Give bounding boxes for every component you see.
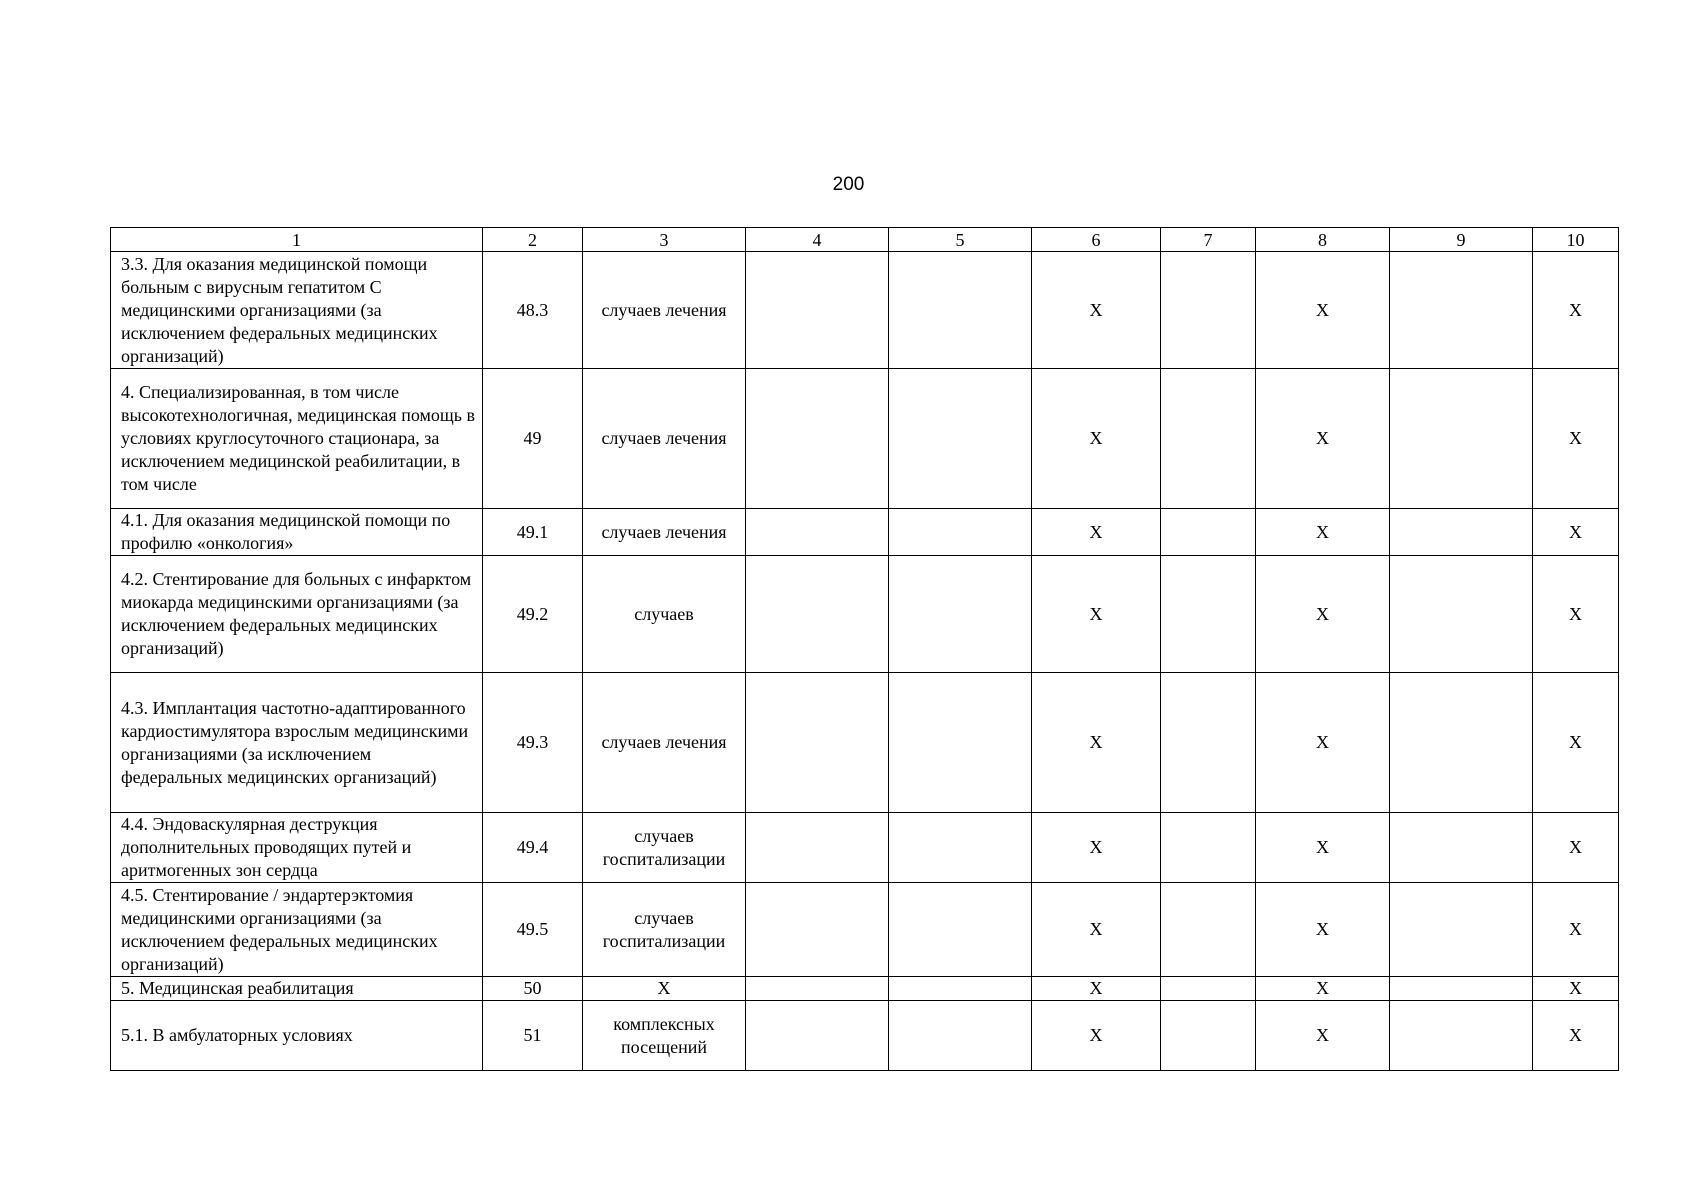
cell-col8: X bbox=[1256, 369, 1390, 509]
cell-col8: X bbox=[1256, 977, 1390, 1001]
cell-col8: X bbox=[1256, 509, 1390, 556]
column-header: 7 bbox=[1161, 228, 1256, 252]
data-table bbox=[110, 227, 1619, 1071]
cell-col8: X bbox=[1256, 813, 1390, 883]
column-header: 3 bbox=[583, 228, 746, 252]
cell-col10: X bbox=[1533, 509, 1619, 556]
cell-col10: X bbox=[1533, 673, 1619, 813]
cell-col9 bbox=[1390, 369, 1533, 509]
cell-col10: X bbox=[1533, 556, 1619, 673]
cell-col4 bbox=[746, 556, 889, 673]
column-header: 6 bbox=[1032, 228, 1161, 252]
row-code: 50 bbox=[483, 977, 583, 1001]
row-description: 3.3. Для оказания медицинской помощи больным с вирусным гепатитом С медицинскими организациями (за исключением федеральных медицинских организаций) bbox=[111, 252, 483, 369]
cell-col8: X bbox=[1256, 1001, 1390, 1071]
cell-col6: X bbox=[1032, 1001, 1161, 1071]
column-header: 10 bbox=[1533, 228, 1619, 252]
cell-col4 bbox=[746, 673, 889, 813]
cell-col9 bbox=[1390, 556, 1533, 673]
cell-col10: X bbox=[1533, 813, 1619, 883]
row-description: 4.2. Стентирование для больных с инфарктом миокарда медицинскими организациями (за исключением федеральных медицинских организаций) bbox=[111, 556, 483, 673]
table-row bbox=[111, 1001, 1619, 1071]
cell-col9 bbox=[1390, 1001, 1533, 1071]
column-header: 4 bbox=[746, 228, 889, 252]
cell-col4 bbox=[746, 883, 889, 977]
cell-col5 bbox=[889, 673, 1032, 813]
row-code: 48.3 bbox=[483, 252, 583, 369]
row-unit: случаев bbox=[583, 556, 746, 673]
row-description: 4.5. Стентирование / эндартерэктомия медицинскими организациями (за исключением федеральных медицинских организаций) bbox=[111, 883, 483, 977]
row-description: 4.3. Имплантация частотно-адаптированного кардиостимулятора взрослым медицинскими организациями (за исключением федеральных медицинских организаций) bbox=[111, 673, 483, 813]
cell-col7 bbox=[1161, 369, 1256, 509]
table-header-row bbox=[111, 228, 1619, 252]
cell-col9 bbox=[1390, 813, 1533, 883]
cell-col6: X bbox=[1032, 883, 1161, 977]
cell-col4 bbox=[746, 252, 889, 369]
cell-col10: X bbox=[1533, 1001, 1619, 1071]
cell-col4 bbox=[746, 977, 889, 1001]
cell-col5 bbox=[889, 977, 1032, 1001]
row-code: 49.4 bbox=[483, 813, 583, 883]
table-row bbox=[111, 369, 1619, 509]
row-code: 51 bbox=[483, 1001, 583, 1071]
row-description: 4.4. Эндоваскулярная деструкция дополнительных проводящих путей и аритмогенных зон сердца bbox=[111, 813, 483, 883]
table-row bbox=[111, 556, 1619, 673]
table-row bbox=[111, 883, 1619, 977]
row-code: 49 bbox=[483, 369, 583, 509]
cell-col6: X bbox=[1032, 813, 1161, 883]
row-description: 5.1. В амбулаторных условиях bbox=[111, 1001, 483, 1071]
cell-col5 bbox=[889, 509, 1032, 556]
cell-col8: X bbox=[1256, 883, 1390, 977]
cell-col5 bbox=[889, 1001, 1032, 1071]
cell-col5 bbox=[889, 556, 1032, 673]
cell-col7 bbox=[1161, 252, 1256, 369]
column-header: 9 bbox=[1390, 228, 1533, 252]
table-row bbox=[111, 813, 1619, 883]
cell-col4 bbox=[746, 369, 889, 509]
row-description: 4.1. Для оказания медицинской помощи по профилю «онкология» bbox=[111, 509, 483, 556]
table-row bbox=[111, 977, 1619, 1001]
row-unit: случаев лечения bbox=[583, 252, 746, 369]
column-header: 2 bbox=[483, 228, 583, 252]
cell-col5 bbox=[889, 813, 1032, 883]
row-code: 49.2 bbox=[483, 556, 583, 673]
cell-col5 bbox=[889, 252, 1032, 369]
row-unit: комплексных посещений bbox=[583, 1001, 746, 1071]
cell-col7 bbox=[1161, 977, 1256, 1001]
cell-col6: X bbox=[1032, 252, 1161, 369]
cell-col4 bbox=[746, 813, 889, 883]
row-description: 4. Специализированная, в том числе высокотехнологичная, медицинская помощь в условиях круглосуточного стационара, за исключением медицинской реабилитации, в том числе bbox=[111, 369, 483, 509]
row-code: 49.1 bbox=[483, 509, 583, 556]
cell-col9 bbox=[1390, 883, 1533, 977]
cell-col10: X bbox=[1533, 369, 1619, 509]
row-unit: случаев лечения bbox=[583, 673, 746, 813]
cell-col7 bbox=[1161, 673, 1256, 813]
row-unit: случаев госпитализации bbox=[583, 813, 746, 883]
row-unit: X bbox=[583, 977, 746, 1001]
column-header: 8 bbox=[1256, 228, 1390, 252]
cell-col10: X bbox=[1533, 252, 1619, 369]
row-unit: случаев госпитализации bbox=[583, 883, 746, 977]
cell-col8: X bbox=[1256, 673, 1390, 813]
cell-col9 bbox=[1390, 252, 1533, 369]
cell-col6: X bbox=[1032, 673, 1161, 813]
page-number: 200 bbox=[832, 174, 865, 195]
cell-col7 bbox=[1161, 883, 1256, 977]
cell-col10: X bbox=[1533, 977, 1619, 1001]
cell-col9 bbox=[1390, 509, 1533, 556]
cell-col7 bbox=[1161, 556, 1256, 673]
column-header: 5 bbox=[889, 228, 1032, 252]
cell-col5 bbox=[889, 369, 1032, 509]
row-unit: случаев лечения bbox=[583, 369, 746, 509]
cell-col6: X bbox=[1032, 509, 1161, 556]
cell-col4 bbox=[746, 509, 889, 556]
table-row bbox=[111, 252, 1619, 369]
cell-col4 bbox=[746, 1001, 889, 1071]
cell-col10: X bbox=[1533, 883, 1619, 977]
table-row bbox=[111, 509, 1619, 556]
row-unit: случаев лечения bbox=[583, 509, 746, 556]
cell-col6: X bbox=[1032, 369, 1161, 509]
cell-col7 bbox=[1161, 813, 1256, 883]
cell-col6: X bbox=[1032, 556, 1161, 673]
cell-col8: X bbox=[1256, 252, 1390, 369]
cell-col8: X bbox=[1256, 556, 1390, 673]
cell-col5 bbox=[889, 883, 1032, 977]
row-description: 5. Медицинская реабилитация bbox=[111, 977, 483, 1001]
cell-col9 bbox=[1390, 673, 1533, 813]
row-code: 49.5 bbox=[483, 883, 583, 977]
column-header: 1 bbox=[111, 228, 483, 252]
cell-col9 bbox=[1390, 977, 1533, 1001]
cell-col7 bbox=[1161, 509, 1256, 556]
cell-col6: X bbox=[1032, 977, 1161, 1001]
cell-col7 bbox=[1161, 1001, 1256, 1071]
table-row bbox=[111, 673, 1619, 813]
row-code: 49.3 bbox=[483, 673, 583, 813]
